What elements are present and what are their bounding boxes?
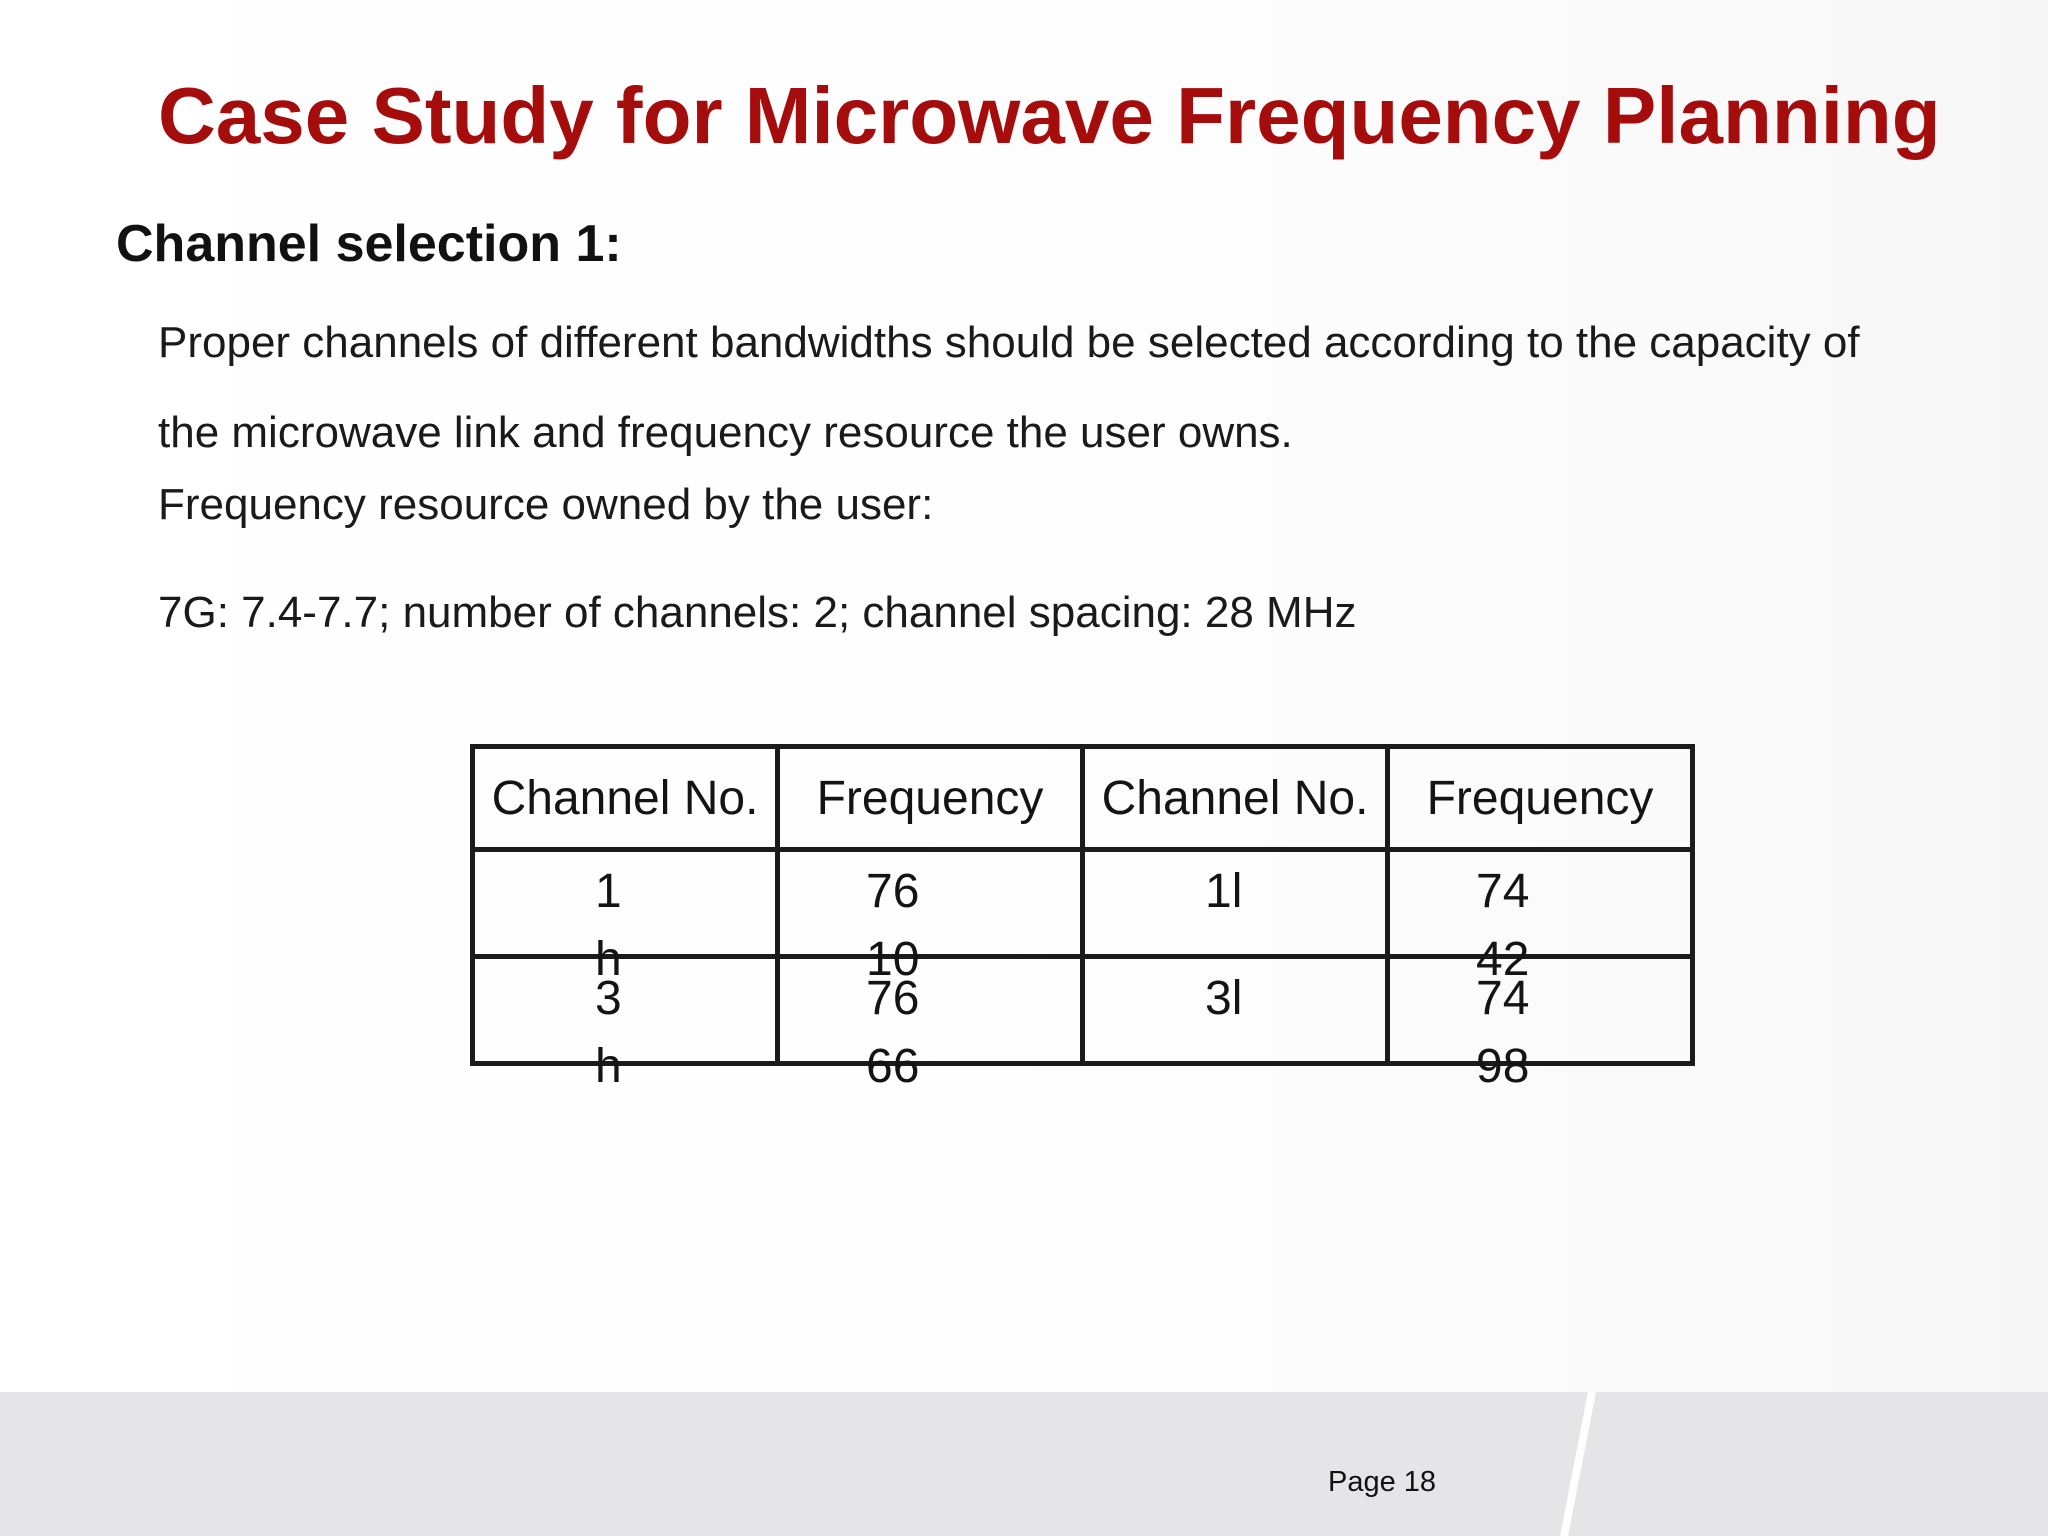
header-channel-no: Channel No. <box>1083 747 1388 850</box>
table-cell <box>473 850 778 986</box>
footer-decorative-slash <box>1560 1392 1620 1536</box>
table-row <box>473 850 1693 957</box>
section-heading: Channel selection 1: <box>116 215 622 273</box>
table-cell <box>778 957 1083 1093</box>
table-cell <box>1083 850 1388 957</box>
channel-id: 1h <box>595 865 622 986</box>
page-number: Page 18 <box>1328 1466 1437 1498</box>
body-text-line-2: the microwave link and frequency resource the user owns. <box>158 408 1293 457</box>
table-cell <box>1388 850 1693 986</box>
slide-title: Case Study for Microwave Frequency Planning <box>158 71 1941 160</box>
frequency-value: 7498 <box>1476 972 1530 1093</box>
header-frequency: Frequency <box>1388 747 1693 850</box>
table-row <box>473 957 1693 1064</box>
footer-band <box>0 1392 2048 1536</box>
table-cell <box>778 850 1083 986</box>
header-channel-no: Channel No. <box>473 747 778 850</box>
body-text-line-3: Frequency resource owned by the user: <box>158 480 934 529</box>
frequency-value: 7666 <box>866 972 920 1093</box>
table-header-row <box>473 747 1693 850</box>
table-cell <box>473 957 778 1093</box>
body-text-line-1: Proper channels of different bandwidths should be selected according to the capacity of <box>158 318 1860 367</box>
frequency-resource-line: 7G: 7.4-7.7; number of channels: 2; channel spacing: 28 MHz <box>158 588 1357 637</box>
channel-id: 3l <box>1205 972 1243 1025</box>
frequency-value: 7442 <box>1476 865 1530 986</box>
table-cell <box>1083 957 1388 1064</box>
channel-frequency-table <box>470 744 1695 1093</box>
channel-id: 1l <box>1205 865 1243 918</box>
frequency-value: 7610 <box>866 865 920 986</box>
header-frequency: Frequency <box>778 747 1083 850</box>
channel-id: 3h <box>595 972 622 1093</box>
table-cell <box>1388 957 1693 1093</box>
